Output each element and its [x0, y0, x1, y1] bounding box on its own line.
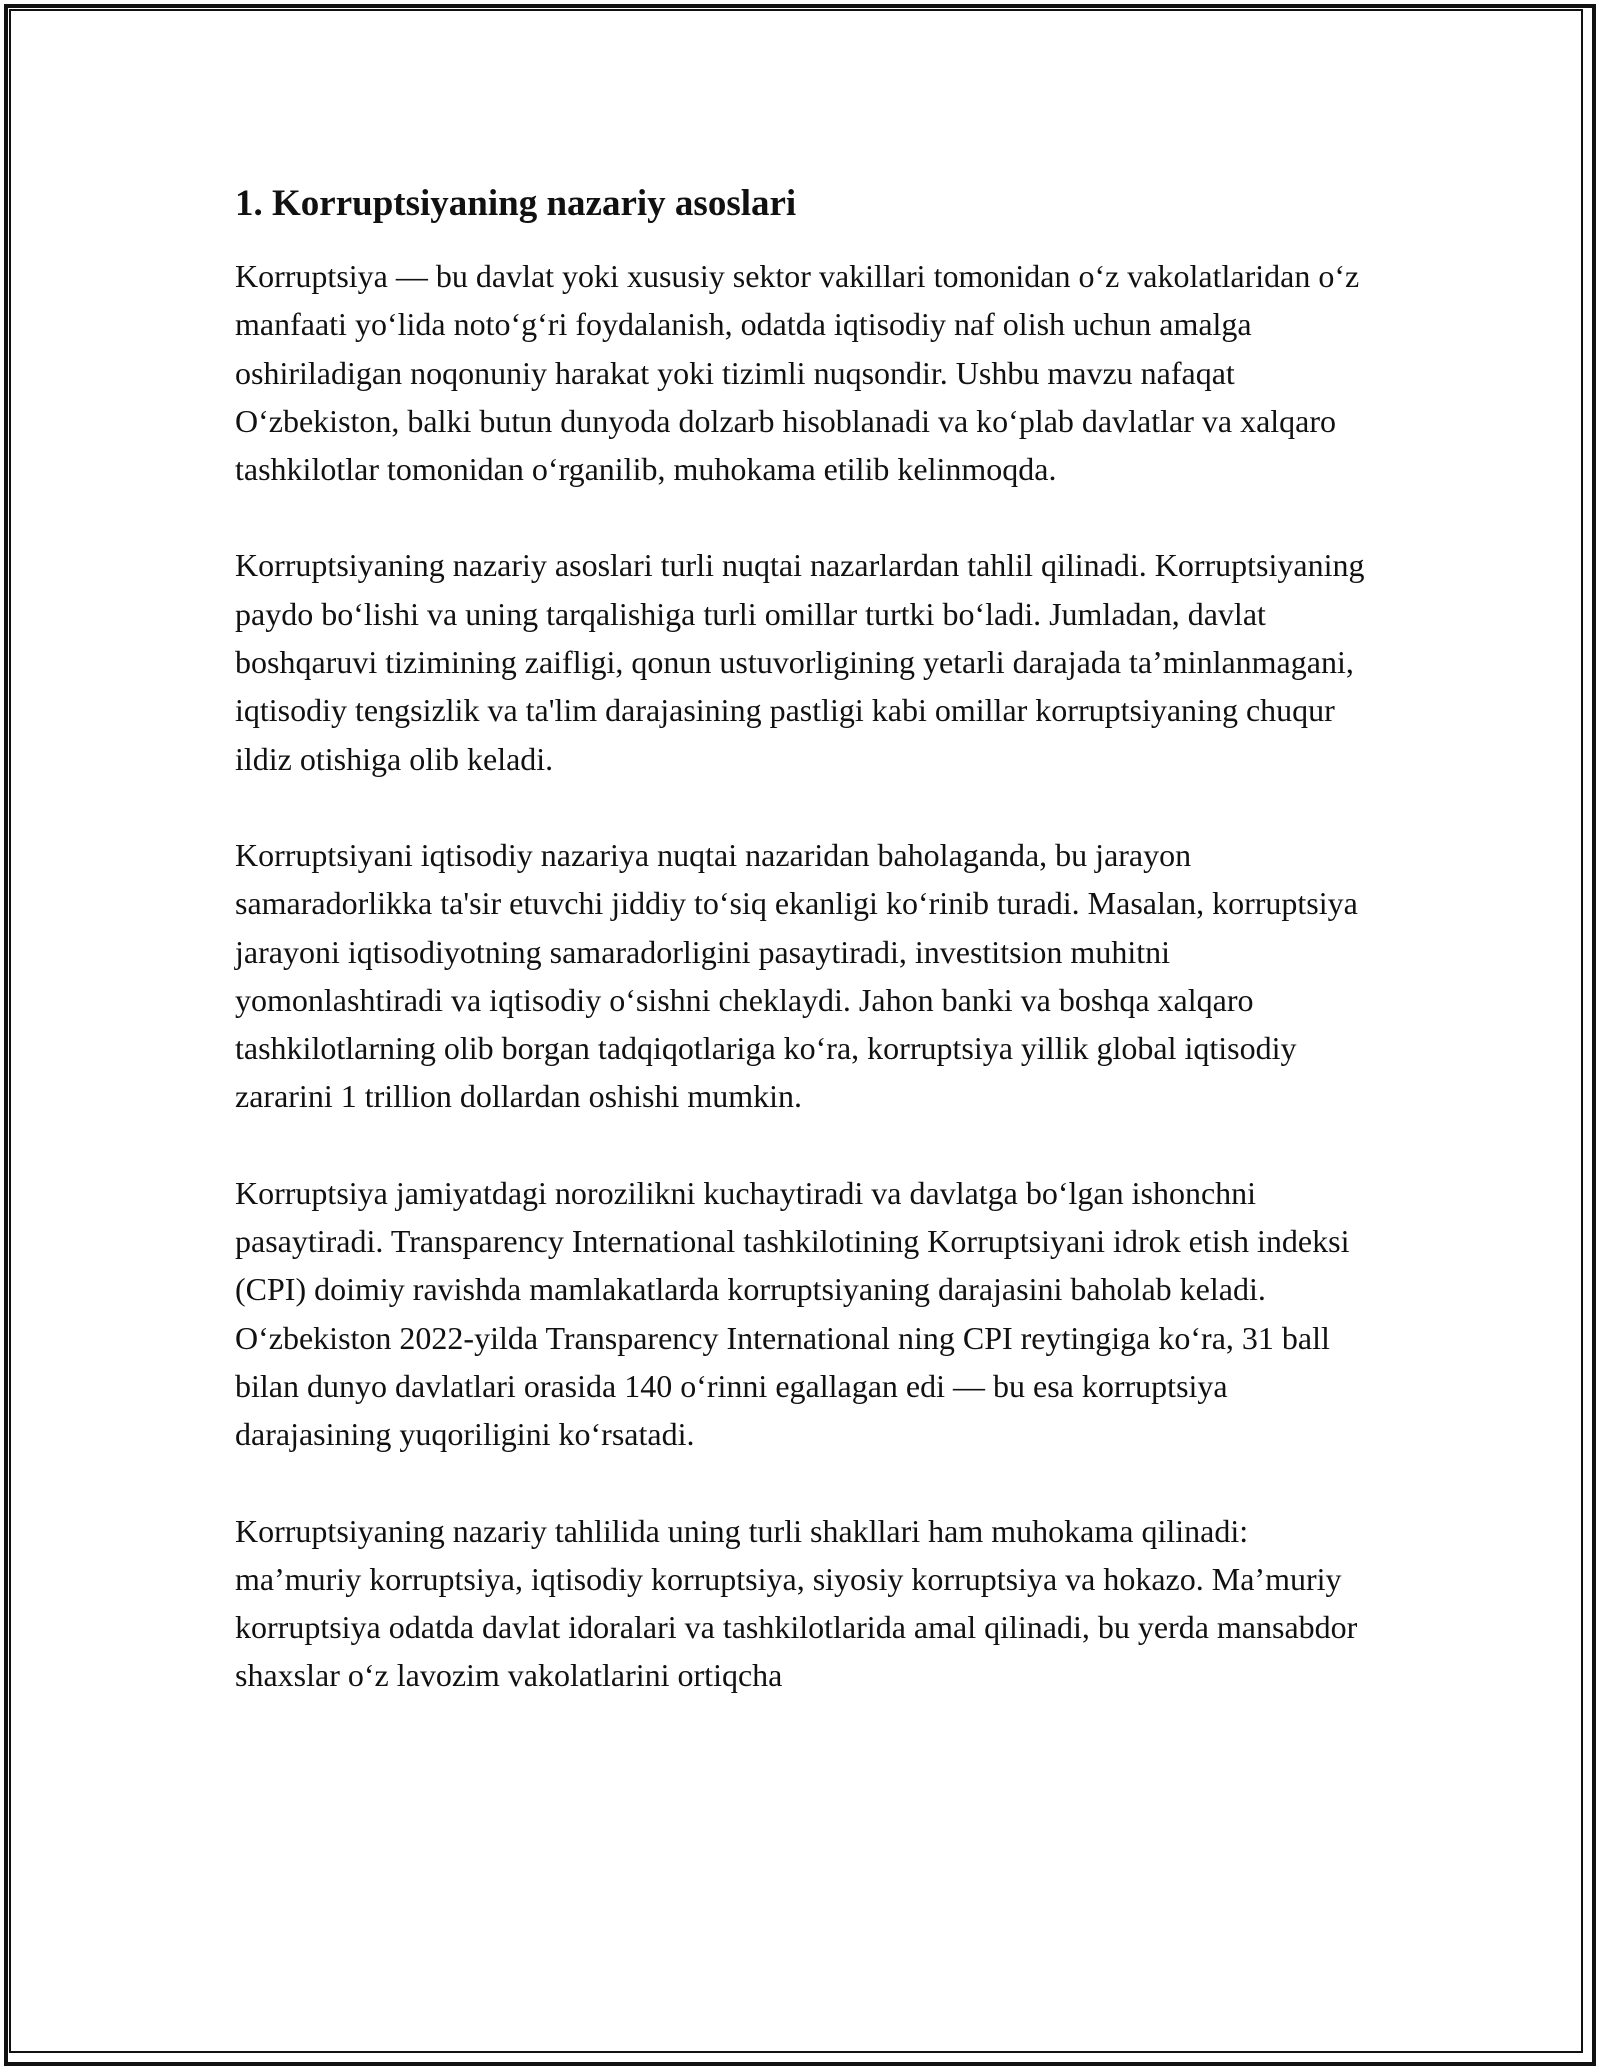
document-body — [235, 178, 1375, 1700]
paragraph-theoretical-foundations: Korruptsiyaning nazariy asoslari turli nuqtai nazarlardan tahlil qilinadi. Korruptsiyaning paydo bo‘lishi va uning tarqalishiga turli omillar turtki bo‘ladi. Jumladan, davlat boshqaruvi tizimining zaifligi, qonun ustuvorligining yetarli darajada ta’minlanmagani, iqtisodiy tengsizlik va ta'lim darajasining pastligi kabi omillar korruptsiyaning chuqur ildiz otishiga olib keladi. — [235, 547, 1365, 777]
paragraph-economic-theory: Korruptsiyani iqtisodiy nazariya nuqtai nazaridan baholaganda, bu jarayon samaradorlikka ta'sir etuvchi jiddiy to‘siq ekanligi ko‘rinib turadi. Masalan, korruptsiya jarayoni iqtisodiyotning samaradorligini pasaytiradi, investitsion muhitni yomonlashtiradi va iqtisodiy o‘sishni cheklaydi. Jahon banki va boshqa xalqaro tashkilotlarning olib borgan tadqiqotlariga ko‘ra, korruptsiya yillik global iqtisodiy zararini 1 trillion dollardan oshishi mumkin. — [235, 836, 1358, 1115]
paragraph-cpi-index: Korruptsiya jamiyatdagi norozilikni kuchaytiradi va davlatga bo‘lgan ishonchni pasaytiradi. Transparency International tashkilotining Korruptsiyani idrok etish indeksi (CPI) doimiy ravishda mamlakatlarda korruptsiyaning darajasini baholab keladi. O‘zbekiston 2022-yilda Transparency International ning CPI reytingiga ko‘ra, 31 ball bilan dunyo davlatlari orasida 140 o‘rinni egallagan edi — bu esa korruptsiya darajasining yuqoriligini ko‘rsatadi. — [235, 1174, 1350, 1453]
paragraph-corruption-forms: Korruptsiyaning nazariy tahlilida uning turli shakllari ham muhokama qilinadi: ma’muriy korruptsiya, iqtisodiy korruptsiya, siyosiy korruptsiya va hokazo. Ma’muriy korruptsiya odatda davlat idoralari va tashkilotlarida amal qilinadi, bu yerda mansabdor shaxslar o‘z lavozim vakolatlarini ortiqcha — [235, 1512, 1358, 1694]
section-heading: 1. Korruptsiyaning nazariy asoslari — [235, 183, 797, 224]
paragraph-definition: Korruptsiya — bu davlat yoki xususiy sektor vakillari tomonidan o‘z vakolatlaridan o‘z manfaati yo‘lida noto‘g‘ri foydalanish, odatda iqtisodiy naf olish uchun amalga oshiriladigan noqonuniy harakat yoki tizimli nuqsondir. Ushbu mavzu nafaqat O‘zbekiston, balki butun dunyoda dolzarb hisoblanadi va ko‘plab davlatlar va xalqaro tashkilotlar tomonidan o‘rganilib, muhokama etilib kelinmoqda. — [235, 258, 1360, 488]
